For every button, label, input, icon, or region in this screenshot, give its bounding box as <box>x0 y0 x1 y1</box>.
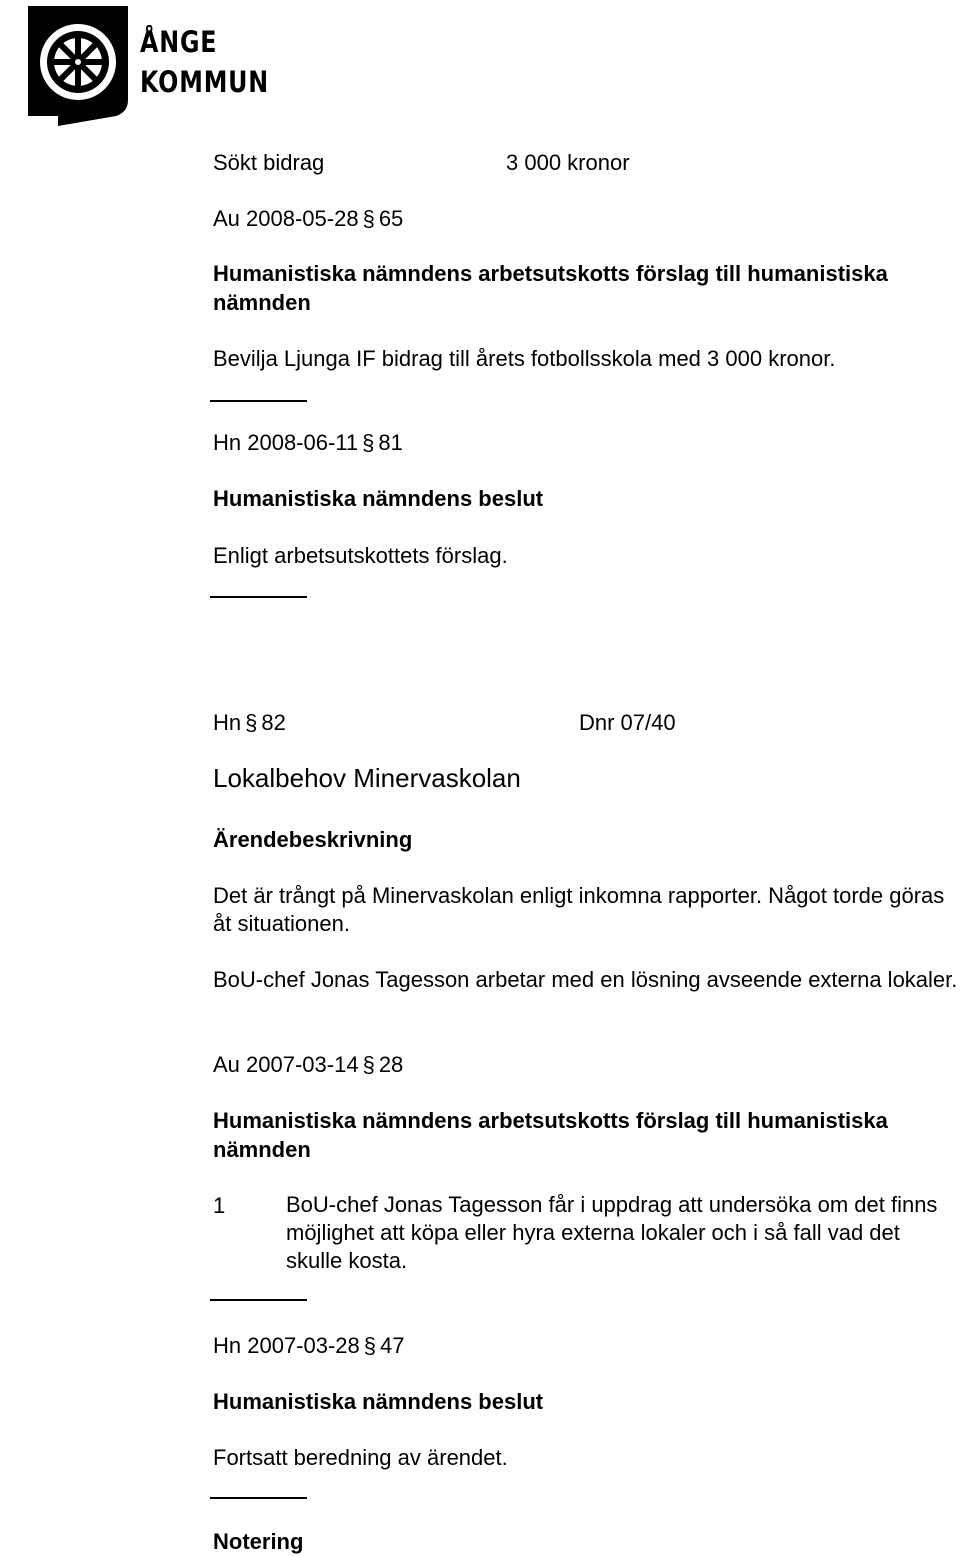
section-sign: § <box>362 430 375 455</box>
case-title: Lokalbehov Minervaskolan <box>213 763 521 793</box>
reference-prefix: Hn 2008-06-11 <box>213 430 359 455</box>
au-2008-reference <box>213 204 403 233</box>
hn-2007-text: Fortsatt beredning av ärendet. <box>213 1445 508 1470</box>
section-sign: § <box>363 1333 377 1358</box>
au-2007-reference <box>213 1050 403 1079</box>
grant-amount: 3 000 kronor <box>506 150 630 175</box>
separator-rule <box>210 1497 307 1499</box>
reference-prefix: Au 2007-03-14 <box>213 1052 359 1077</box>
logo-line-1: ÅNGE <box>140 25 218 59</box>
reference-number: 47 <box>380 1333 405 1358</box>
reference-number: 28 <box>378 1052 404 1077</box>
hn-2007-heading: Humanistiska nämndens beslut <box>213 1389 544 1414</box>
separator-rule <box>210 596 307 598</box>
section-sign: § <box>245 710 258 735</box>
logo-line-2: KOMMUN <box>140 65 270 99</box>
proposal-item-number: 1 <box>213 1193 226 1218</box>
reference-number: 81 <box>378 430 403 455</box>
note-heading: Notering <box>213 1529 304 1554</box>
logo-wordmark <box>140 22 270 102</box>
hn-2008-heading: Humanistiska nämndens beslut <box>213 486 544 511</box>
section-sign: § <box>362 206 375 231</box>
wheel-emblem-icon <box>28 4 128 126</box>
proposal-item-text: BoU-chef Jonas Tagesson får i uppdrag att undersöka om det finns möjlighet att köpa eller hyra externa lokaler och i så fall vad det skulle kosta. <box>286 1192 938 1273</box>
case-dnr: Dnr 07/40 <box>579 710 676 735</box>
case-paragraph-1: Det är trångt på Minervaskolan enligt inkomna rapporter. Något torde göras åt situationen. <box>213 883 945 936</box>
au-2007-heading: Humanistiska nämndens arbetsutskotts förslag till humanistiska nämnden <box>213 1108 888 1162</box>
reference-prefix: Au 2008-05-28 <box>213 206 359 231</box>
grant-label: Sökt bidrag <box>213 150 325 175</box>
separator-rule <box>210 1299 307 1301</box>
reference-number: 82 <box>261 710 286 735</box>
hn-2008-reference <box>213 428 403 457</box>
section-sign: § <box>362 1052 375 1077</box>
hn-2007-reference <box>213 1331 405 1360</box>
separator-rule <box>210 400 307 402</box>
reference-prefix: Hn 2007-03-28 <box>213 1333 360 1358</box>
au-2008-heading: Humanistiska nämndens arbetsutskotts förslag till humanistiska nämnden <box>213 261 888 315</box>
case-reference <box>213 708 286 737</box>
reference-prefix: Hn <box>213 710 242 735</box>
municipality-logo <box>28 4 128 131</box>
case-paragraph-2: BoU-chef Jonas Tagesson arbetar med en lösning avseende externa lokaler. <box>213 967 958 992</box>
reference-number: 65 <box>378 206 404 231</box>
hn-2008-text: Enligt arbetsutskottets förslag. <box>213 543 508 568</box>
au-2008-text: Bevilja Ljunga IF bidrag till årets fotbollsskola med 3 000 kronor. <box>213 346 836 371</box>
case-description-heading: Ärendebeskrivning <box>213 827 413 852</box>
